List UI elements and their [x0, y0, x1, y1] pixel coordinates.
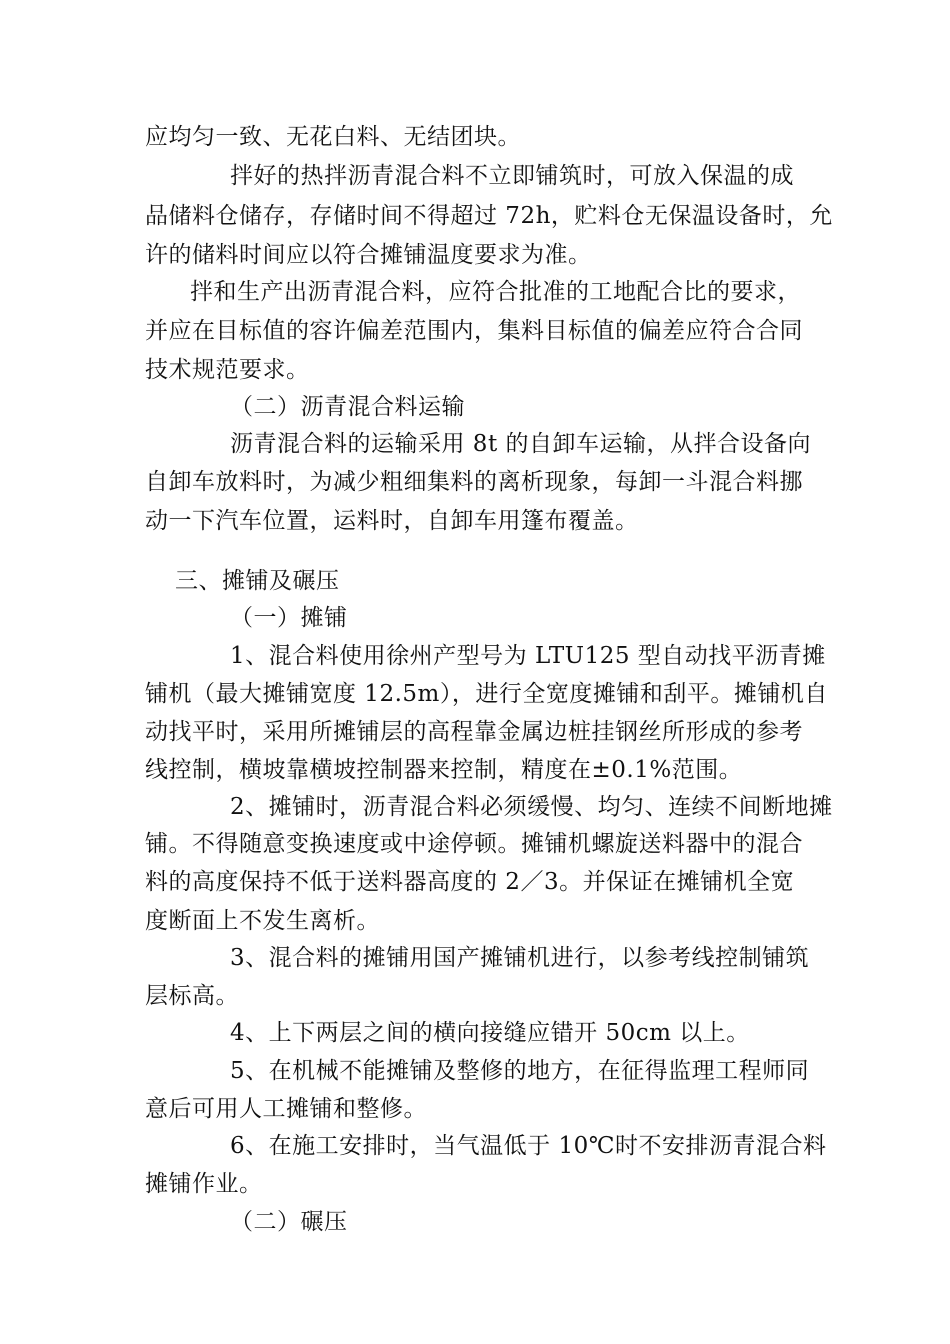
text-line: 拌好的热拌沥青混合料不立即铺筑时，可放入保温的成 — [230, 163, 794, 189]
text-line: 沥青混合料的运输采用 8t 的自卸车运输，从拌合设备向 — [230, 431, 811, 457]
text-line: 意后可用人工摊铺和整修。 — [145, 1096, 427, 1122]
section-heading: （一）摊铺 — [230, 605, 348, 631]
text-line: 许的储料时间应以符合摊铺温度要求为准。 — [145, 242, 592, 268]
text-line: 铺机（最大摊铺宽度 12.5m），进行全宽度摊铺和刮平。摊铺机自 — [145, 681, 828, 707]
text-line: 摊铺作业。 — [145, 1171, 263, 1197]
text-line: 层标高。 — [145, 983, 239, 1009]
text-line: 技术规范要求。 — [145, 357, 310, 383]
text-line: 料的高度保持不低于送料器高度的 2／3。并保证在摊铺机全宽 — [145, 869, 795, 895]
text-line: 5、在机械不能摊铺及整修的地方，在征得监理工程师同 — [230, 1058, 810, 1084]
text-line: 动一下汽车位置，运料时，自卸车用篷布覆盖。 — [145, 508, 639, 534]
text-line: 1、混合料使用徐州产型号为 LTU125 型自动找平沥青摊 — [230, 643, 826, 669]
text-line: 动找平时，采用所摊铺层的高程靠金属边桩挂钢丝所形成的参考 — [145, 719, 803, 745]
text-line: 3、混合料的摊铺用国产摊铺机进行，以参考线控制铺筑 — [230, 945, 810, 971]
text-line: 4、上下两层之间的横向接缝应错开 50cm 以上。 — [230, 1020, 750, 1046]
text-line: 度断面上不发生离析。 — [145, 908, 380, 934]
text-line: 拌和生产出沥青混合料，应符合批准的工地配合比的要求， — [190, 279, 801, 305]
text-line: 铺。不得随意变换速度或中途停顿。摊铺机螺旋送料器中的混合 — [145, 831, 803, 857]
section-heading: （二）碾压 — [230, 1209, 348, 1235]
text-line: 自卸车放料时，为减少粗细集料的离析现象，每卸一斗混合料挪 — [145, 469, 803, 495]
text-line: 应均匀一致、无花白料、无结团块。 — [145, 124, 521, 150]
text-line: 2、摊铺时，沥青混合料必须缓慢、均匀、连续不间断地摊 — [230, 794, 833, 820]
section-heading: 三、摊铺及碾压 — [175, 568, 340, 594]
text-line: 线控制，横坡靠横坡控制器来控制，精度在±0.1%范围。 — [145, 757, 743, 783]
text-line: 品储料仓储存，存储时间不得超过 72h，贮料仓无保温设备时，允 — [145, 203, 833, 229]
section-heading: （二）沥青混合料运输 — [230, 394, 465, 420]
text-line: 6、在施工安排时，当气温低于 10℃时不安排沥青混合料 — [230, 1133, 827, 1159]
text-line: 并应在目标值的容许偏差范围内，集料目标值的偏差应符合合同 — [145, 318, 803, 344]
